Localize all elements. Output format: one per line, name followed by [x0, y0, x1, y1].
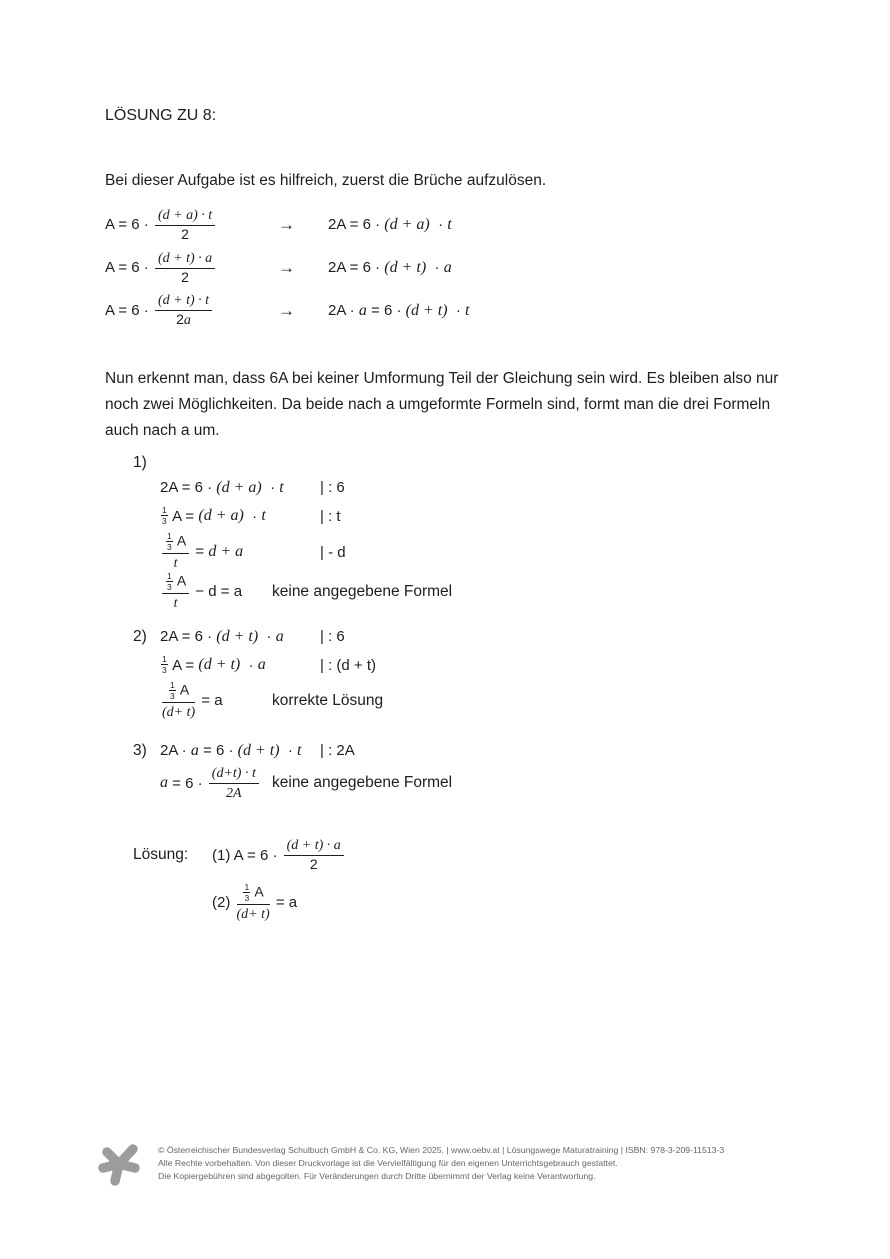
equation: $\frac{1}{3}$ A t = d + a — [160, 532, 320, 572]
arrow-right-icon: → — [278, 257, 295, 277]
intro-text: Bei dieser Aufgabe ist es hilfreich, zuerst die Brüche aufzulösen. — [105, 172, 547, 189]
paragraph-line: noch zwei Möglichkeiten. Da beide nach a umgeformte Formeln sind, formt man die drei Formeln — [105, 396, 771, 413]
equation: $\frac{1}{3}$ A (d+ t) = a — [162, 680, 223, 721]
equation-lhs: A = 6 · $\frac{(d + t) \cdot a}{2}$ — [105, 250, 270, 285]
derivation-sections — [133, 450, 890, 803]
equation: (2) $\frac{1}{3}$ A (d+ t) = a — [212, 882, 298, 923]
section-number: 2) — [133, 627, 147, 645]
equation-rhs: 2A = 6 · (d + t) · a — [328, 258, 452, 276]
footer-text — [158, 1141, 724, 1183]
section-2 — [133, 624, 890, 721]
equation-row — [105, 289, 890, 332]
section-3 — [133, 738, 890, 803]
derivation-line — [133, 681, 890, 721]
derivation-line — [133, 624, 890, 649]
footer-line: Alle Rechte vorbehalten. Von dieser Druckvorlage ist die Vervielfältigung für den eigenen Unterrichtsgebrauch gestattet. — [158, 1158, 618, 1168]
page-footer — [98, 1141, 724, 1187]
solution-block — [133, 833, 890, 925]
page-title: LÖSUNG ZU 8: — [105, 107, 217, 124]
operation-annotation: | : (d + t) — [320, 656, 376, 674]
equation-lhs: A = 6 · $\frac{(d + t) \cdot t}{2a}$ — [105, 292, 270, 328]
equation-lhs: A = 6 · $\frac{(d + a) \cdot t}{2}$ — [105, 207, 270, 242]
intro-equations — [105, 203, 890, 332]
solution-line — [212, 833, 346, 877]
arrow-right-icon: → — [278, 300, 295, 320]
section-number: 3) — [133, 741, 147, 759]
derivation-line — [133, 649, 890, 681]
operation-annotation: | : 6 — [320, 479, 345, 496]
equation: $\frac{1}{3}$ A t − d = a — [160, 572, 272, 612]
derivation-line — [133, 475, 890, 500]
operation-annotation: | : 6 — [320, 628, 345, 645]
result-note: keine angegebene Formel — [272, 774, 453, 791]
oebv-asterisk-logo-icon — [98, 1141, 142, 1187]
solution-line — [212, 881, 346, 925]
equation-row — [105, 203, 890, 246]
derivation-line — [133, 738, 890, 763]
equation: 2A = 6 · (d + a) · t — [160, 478, 284, 496]
derivation-line — [133, 763, 890, 803]
equation: $\frac{1}{3}$ A = (d + t) · a — [162, 654, 266, 675]
footer-line: Die Kopiergebühren sind abgegolten. Für Veränderungen durch Dritte übernimmt der Verlag keine Verantwortung. — [158, 1171, 596, 1181]
operation-annotation: | : t — [320, 507, 341, 525]
equation: (1) A = 6 · $\frac{(d + t) \cdot a}{2}$ — [212, 837, 346, 872]
derivation-line — [133, 500, 890, 532]
equation: 2A = 6 · (d + t) · a — [160, 627, 284, 645]
explanation-paragraph — [105, 366, 890, 444]
section-number: 1) — [133, 453, 147, 471]
operation-annotation: | - d — [320, 543, 346, 561]
equation-row — [105, 246, 890, 289]
equation-rhs: 2A · a = 6 · (d + t) · t — [328, 301, 470, 319]
result-note: keine angegebene Formel — [272, 583, 453, 600]
footer-line: © Österreichischer Bundesverlag Schulbuch GmbH & Co. KG, Wien 2025. | www.oebv.at | Lösungswege Maturatraining | ISBN: 978-3-209-11513-3 — [158, 1145, 725, 1155]
equation: 2A · a = 6 · (d + t) · t — [160, 741, 302, 759]
derivation-line — [133, 572, 890, 612]
paragraph-line: Nun erkennt man, dass 6A bei keiner Umformung Teil der Gleichung sein wird. Es bleiben also nur — [105, 370, 779, 387]
equation: a = 6 · $\frac{(d+t) \cdot t}{2A}$ — [160, 765, 272, 801]
derivation-line — [133, 532, 890, 572]
arrow-right-icon: → — [278, 214, 295, 234]
result-note: korrekte Lösung — [272, 692, 384, 709]
solution-label: Lösung: — [133, 846, 189, 863]
operation-annotation: | : 2A — [320, 742, 355, 759]
paragraph-line: auch nach a um. — [105, 422, 220, 439]
equation-rhs: 2A = 6 · (d + a) · t — [328, 215, 452, 233]
section-1 — [133, 450, 890, 612]
equation: $\frac{1}{3}$ A = (d + a) · t — [162, 505, 266, 526]
